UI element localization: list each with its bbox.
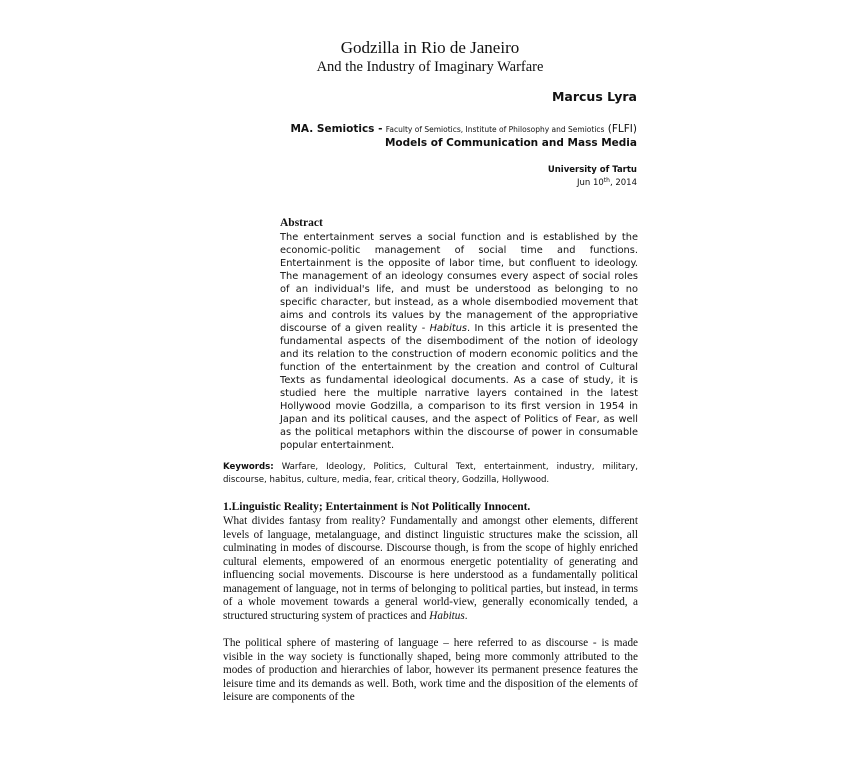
date-ordinal: th bbox=[603, 177, 610, 184]
university-name: University of Tartu bbox=[547, 165, 637, 175]
degree-label: MA. Semiotics - bbox=[290, 123, 383, 135]
abstract-text-part1: The entertainment serves a social function and is established by the economic-politic management of social time and functions. Entertainment is the opposite of labor time, but confluent to ideology. The management of an ideology consumes every aspect of social roles of an individual's life, and must be understood as belonging to no specific character, but instead, as a whole disembodied movement that aims and controls its values by the management of the appropriative discourse of a given reality - bbox=[280, 232, 638, 334]
paragraph-1-text: What divides fantasy from reality? Fundamentally and amongst other elements, different levels of language, metalanguage, and distinct linguistic structures make the scission, all culminating in modes of discourse. Discourse though, is from the scope of highly enriched cultural elements, empowered of an enormous energetic potentiality of generating and influencing social movements. Discourse is here understood as a fundamentally political management of language, not in terms of belonging to political parties, but instead, in terms of a whole movement towards a general world-view, generally economically tended, a structured structuring system of practices and bbox=[223, 515, 638, 622]
section-paragraph-2: The political sphere of mastering of language – here referred to as discourse - is made visible in the way society is functionally shaped, being more commonly attributed to the modes of production and hierarchies of labor, however its permanent presence features the leisure time and its demands as well. Both, work time and the disposition of the elements of leisure are components of the bbox=[223, 637, 638, 703]
paragraph-1-end: . bbox=[464, 609, 468, 622]
section-heading: 1.Linguistic Reality; Entertainment is Not Politically Innocent. bbox=[223, 501, 531, 513]
author-name: Marcus Lyra bbox=[551, 89, 637, 104]
paper-subtitle: And the Industry of Imaginary Warfare bbox=[316, 59, 544, 75]
keywords-label: Keywords: bbox=[223, 462, 274, 472]
abstract-italic-term: Habitus bbox=[429, 323, 468, 334]
faculty-abbreviation: (FLFI) bbox=[607, 123, 637, 135]
keywords-block bbox=[223, 461, 638, 486]
program-name: Models of Communication and Mass Media bbox=[384, 137, 637, 149]
keywords-list: Warfare, Ideology, Politics, Cultural Text, entertainment, industry, military, discourse, habitus, culture, media, fear, critical theory, Godzilla, Hollywood. bbox=[223, 462, 638, 485]
paragraph-1-italic-term: Habitus bbox=[429, 609, 465, 622]
section-linguistic-reality bbox=[223, 500, 638, 705]
faculty-name: Faculty of Semiotics, Institute of Philosophy and Semiotics bbox=[385, 125, 605, 134]
abstract-body bbox=[280, 231, 638, 452]
abstract-text-part2: . In this article it is presented the fundamental aspects of the disembodiment of the notion of ideology and its relation to the construction of modern economic politics and the function of the entertainment by the creation and control of Cultural Texts as fundamental ideological documents. As a case of study, it is studied here the multiple narrative layers contained in the latest Hollywood movie Godzilla, a comparison to its first version in 1954 in Japan and its political causes, and the aspect of Politics of Fear, as well as the political metaphors within the discourse of power in consumable popular entertainment. bbox=[280, 323, 638, 451]
abstract-section bbox=[280, 216, 638, 452]
paper-title: Godzilla in Rio de Janeiro bbox=[340, 38, 520, 57]
section-paragraph-1 bbox=[223, 515, 638, 623]
publication-date bbox=[577, 177, 637, 188]
date-prefix: Jun 10 bbox=[576, 178, 604, 188]
degree-line bbox=[290, 123, 637, 135]
date-suffix: , 2014 bbox=[609, 178, 637, 188]
abstract-heading: Abstract bbox=[280, 217, 323, 229]
